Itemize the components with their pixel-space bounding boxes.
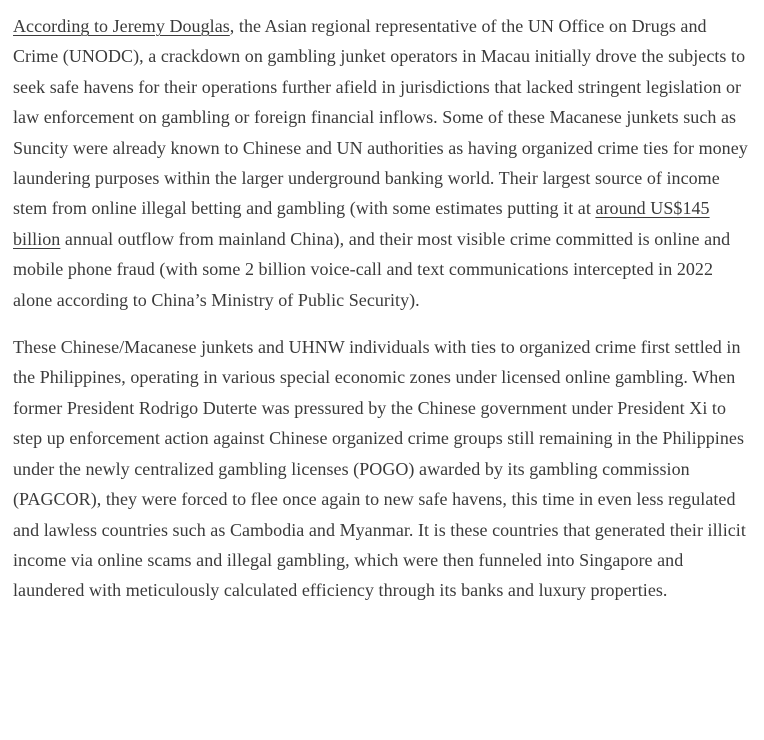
paragraph-2: These Chinese/Macanese junkets and UHNW individuals with ties to organized crime first settled in the Philippines, operating in various special economic zones under licensed online gambling. When former President Rodrigo Duterte was pressured by the Chinese government under President Xi to step up enforcement action against Chinese organized crime groups still remaining in the Philippines under the newly centralized gambling licenses (POGO) awarded by its gambling commission (PAGCOR), they were forced to flee once again to new safe havens, this time in even less regulated and lawless countries such as Cambodia and Myanmar. It is these countries that generated their illicit income via online scams and illegal gambling, which were then funneled into Singapore and laundered with meticulously calculated efficiency through its banks and luxury properties. (13, 337, 746, 601)
paragraph-1-text-b: annual outflow from mainland China), and their most visible crime committed is online and mobile phone fraud (with some 2 billion voice-call and text communications intercepted in 2022 alone according to China’s Ministry of Public Security). (13, 228, 731, 310)
jeremy-douglas-link[interactable]: According to Jeremy Douglas (13, 16, 230, 36)
paragraph-1-text-a: , the Asian regional representative of the UN Office on Drugs and Crime (UNODC), a crackdown on gambling junket operators in Macau initially drove the subjects to seek safe havens for their operations further afield in jurisdictions that lacked stringent legislation or law enforcement on gambling or foreign financial inflows. Some of these Macanese junkets such as Suncity were already known to Chinese and UN authorities as having organized crime ties for money laundering purposes within the larger underground banking world. Their largest source of income stem from online illegal betting and gambling (with some estimates putting it at (13, 16, 748, 219)
paragraph-1 (13, 11, 750, 315)
us145-billion-link[interactable]: around US$145 billion (13, 198, 710, 249)
